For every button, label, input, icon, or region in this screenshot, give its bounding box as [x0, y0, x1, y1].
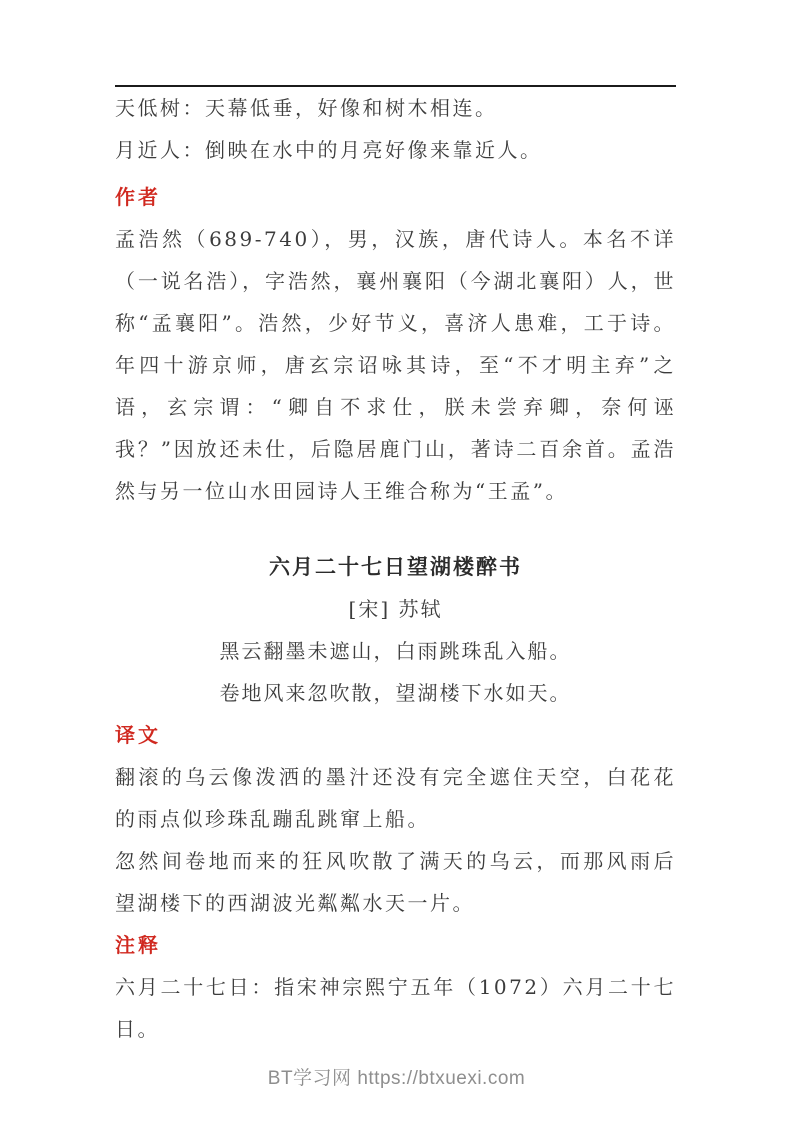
poem-author: [宋] 苏轼 [348, 597, 443, 621]
poem-block [115, 546, 676, 714]
author-biography: 孟浩然（689-740），男，汉族，唐代诗人。本名不详（一说名浩），字浩然，襄州襄阳（今湖北襄阳）人，世称“孟襄阳”。浩然，少好节义，喜济人患难，工于诗。年四十游京师，唐玄宗诏咏其诗，至“不才明主弃”之语，玄宗谓：“卿自不求仕，朕未尝弃卿，奈何诬我？”因放还未仕，后隐居鹿门山，著诗二百余首。孟浩然与另一位山水田园诗人王维合称为“王孟”。 [115, 227, 676, 503]
poem-title: 六月二十七日望湖楼醉书 [269, 554, 522, 579]
page-content [115, 85, 676, 1050]
site-watermark: BT学习网 https://btxuexi.com [267, 1068, 526, 1089]
annotation-line-yuejinren: 月近人：倒映在水中的月亮好像来靠近人。 [115, 138, 543, 162]
annotation-line-tiandishu: 天低树：天幕低垂，好像和树木相连。 [115, 96, 498, 120]
translation-paragraph: 忽然间卷地而来的狂风吹散了满天的乌云，而那风雨后望湖楼下的西湖波光粼粼水天一片。 [115, 849, 676, 915]
poem-verse-line: 黑云翻墨未遮山，白雨跳珠乱入船。 [219, 639, 572, 663]
poem-verse-line: 卷地风来忽吹散，望湖楼下水如天。 [219, 681, 572, 705]
translation-section-heading: 译文 [115, 723, 161, 747]
translation-paragraph: 翻滚的乌云像泼洒的墨汁还没有完全遮住天空，白花花的雨点似珍珠乱蹦乱跳窜上船。 [115, 765, 676, 831]
author-section-heading: 作者 [115, 185, 161, 209]
notes-section-heading: 注释 [115, 933, 161, 957]
note-line: 六月二十七日：指宋神宗熙宁五年（1072）六月二十七日。 [115, 975, 676, 1041]
